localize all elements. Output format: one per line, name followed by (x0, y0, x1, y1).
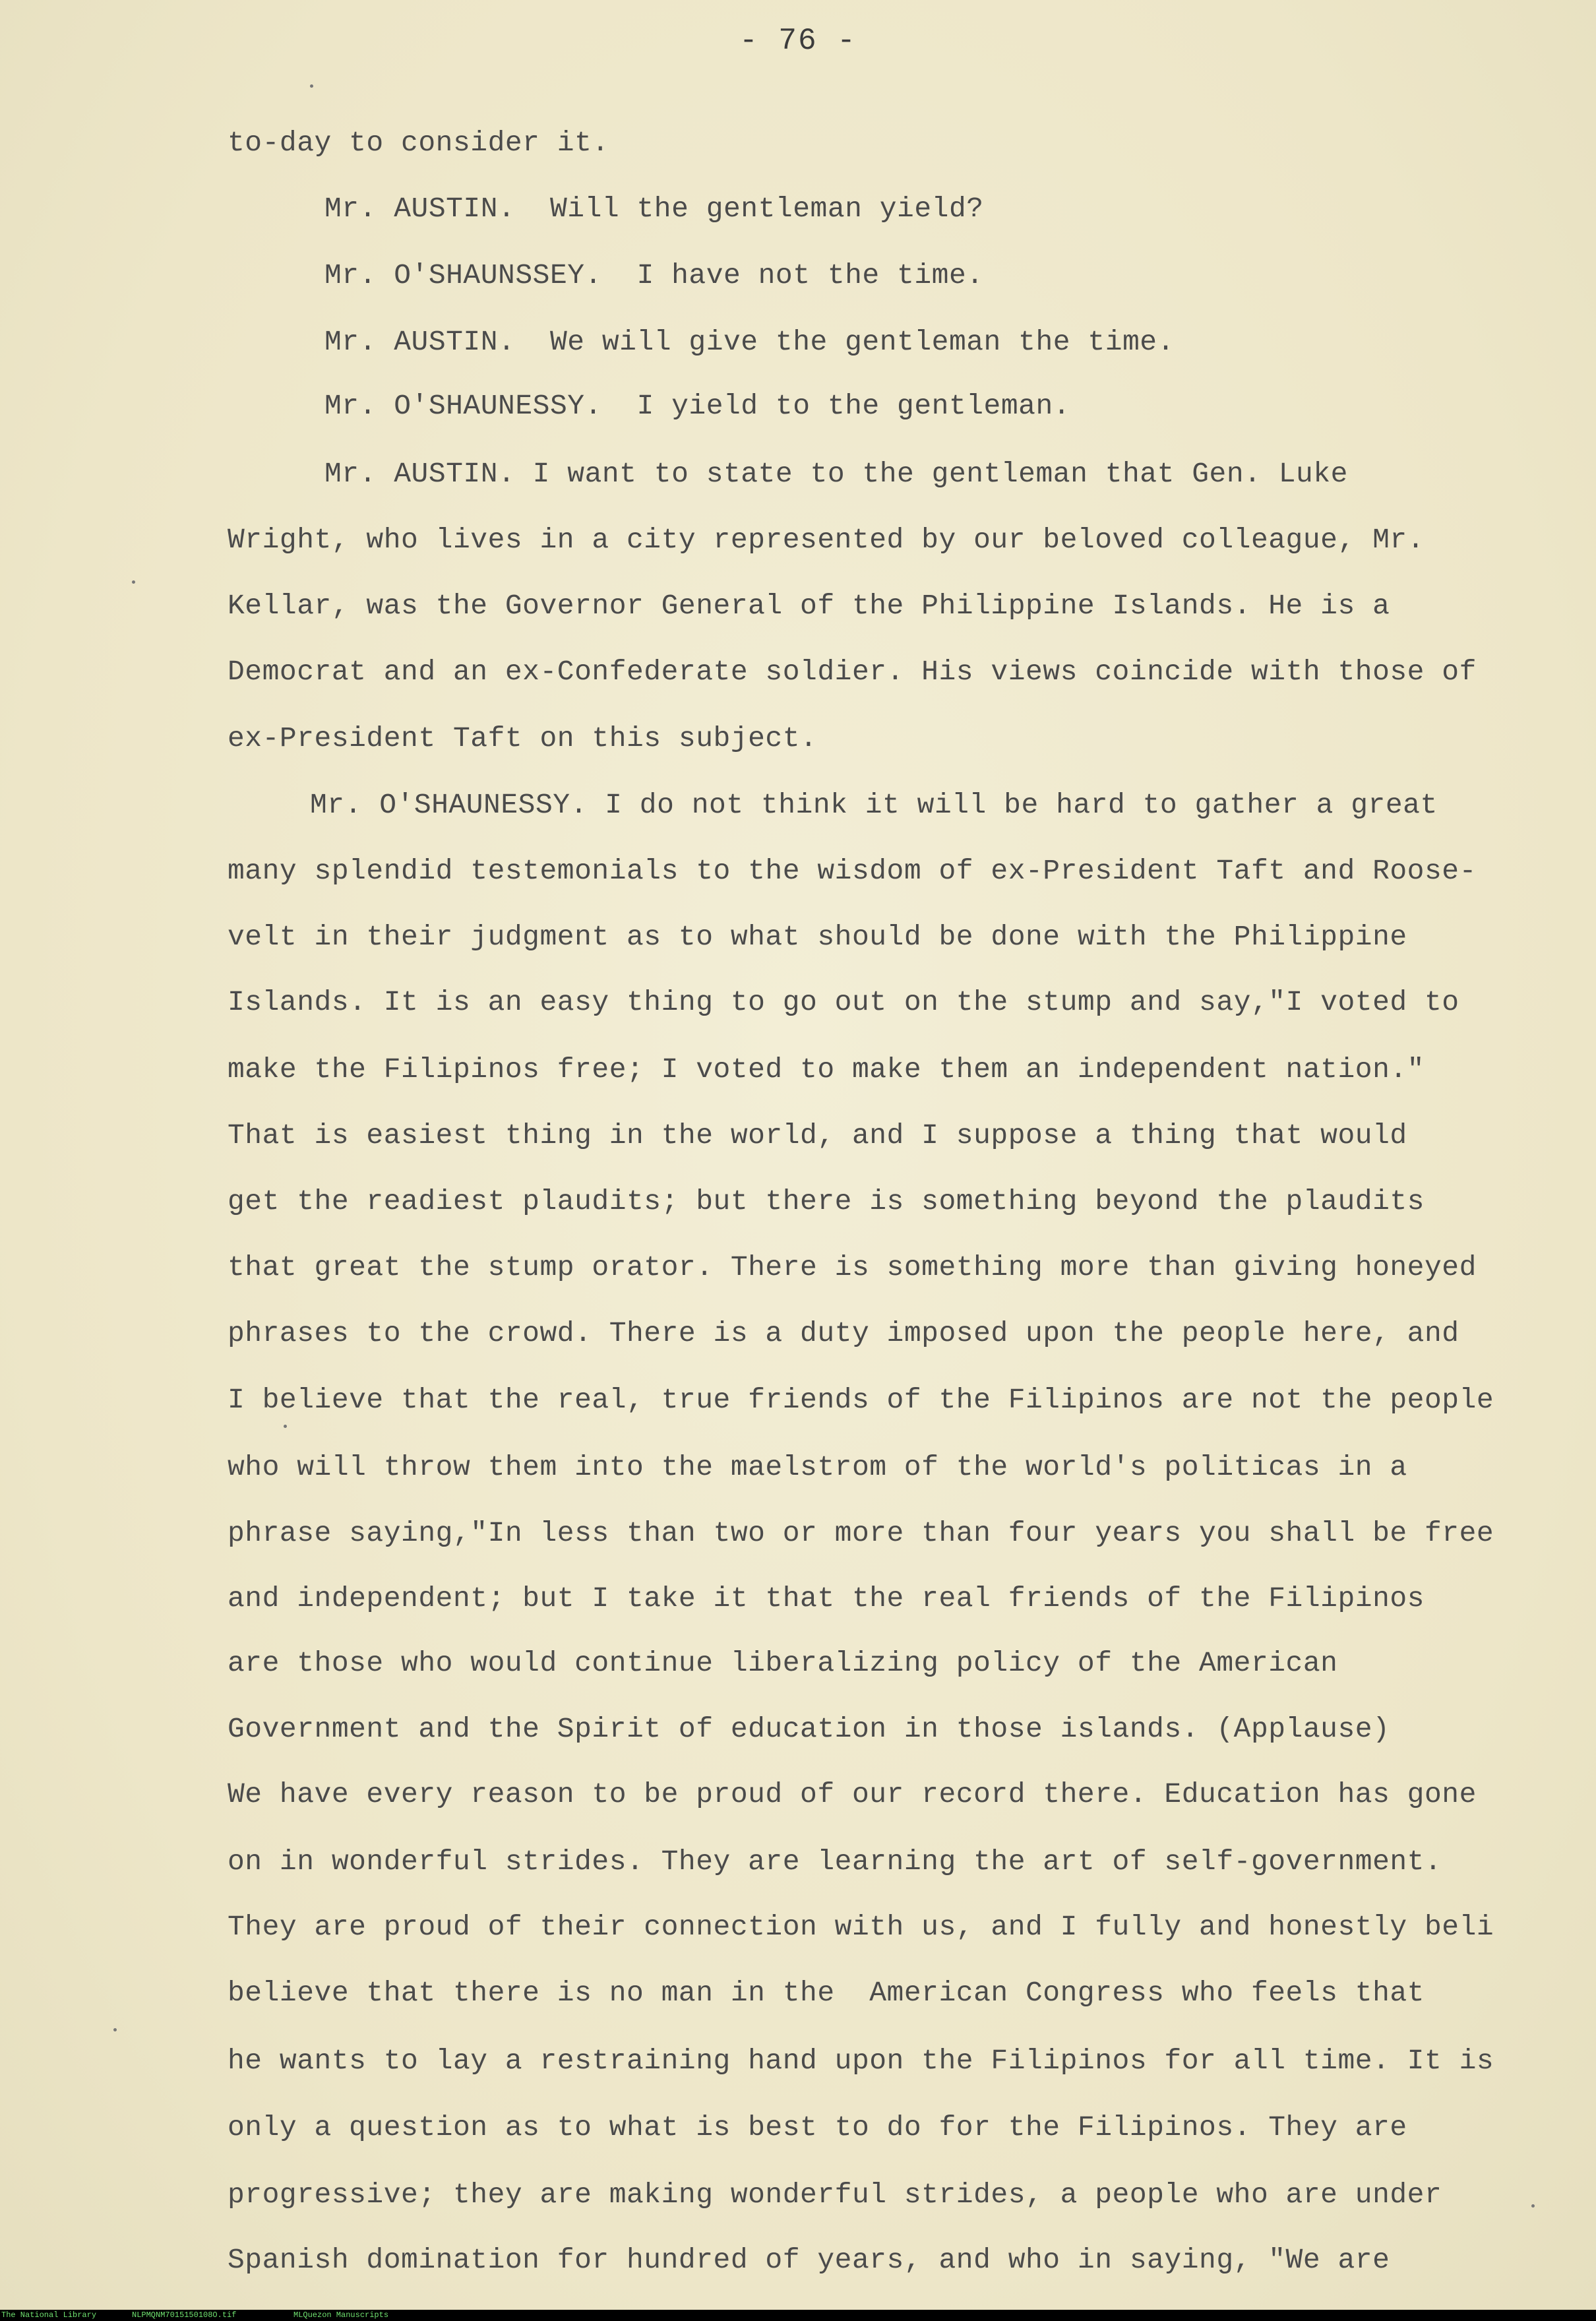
paper-speck (113, 2028, 117, 2031)
page-number: - 76 - (739, 24, 857, 58)
text-line: on in wonderful strides. They are learning the art of self-government. (228, 1845, 1442, 1878)
text-line: make the Filipinos free; I voted to make them an independent nation." (228, 1053, 1425, 1086)
text-line: to-day to consider it. (228, 127, 609, 159)
text-line: Wright, who lives in a city represented by our beloved colleague, Mr. (228, 524, 1425, 556)
text-line: many splendid testemonials to the wisdom of ex-President Taft and Roose- (228, 855, 1477, 887)
text-line: Democrat and an ex-Confederate soldier. His views coincide with those of (228, 656, 1477, 688)
text-line: Government and the Spirit of education in those islands. (Applause) (228, 1713, 1390, 1745)
paper-speck (1531, 2204, 1535, 2208)
text-line: only a question as to what is best to do for the Filipinos. They are (228, 2111, 1407, 2144)
footer-collection: MLQuezon Manuscripts (293, 2310, 389, 2320)
text-line: Mr. AUSTIN. We will give the gentleman the time. (324, 326, 1175, 358)
text-line: Spanish domination for hundred of years, and who in saying, "We are (228, 2244, 1390, 2276)
text-line: velt in their judgment as to what should be done with the Philippine (228, 921, 1407, 953)
text-line: That is easiest thing in the world, and I suppose a thing that would (228, 1119, 1407, 1152)
paper-speck (310, 84, 313, 88)
text-line: phrases to the crowd. There is a duty imposed upon the people here, and (228, 1317, 1459, 1349)
text-line: progressive; they are making wonderful strides, a people who are under (228, 2179, 1442, 2211)
text-line: We have every reason to be proud of our record there. Education has gone (228, 1778, 1477, 1810)
footer-bar (0, 2310, 1596, 2321)
text-line: Mr. AUSTIN. I want to state to the gentleman that Gen. Luke (324, 458, 1348, 490)
text-line: Mr. AUSTIN. Will the gentleman yield? (324, 193, 984, 225)
text-line: phrase saying,"In less than two or more than four years you shall be free (228, 1517, 1494, 1549)
text-line: Mr. O'SHAUNESSY. I do not think it will be hard to gather a great (310, 789, 1438, 821)
text-line: ex-President Taft on this subject. (228, 722, 818, 755)
footer-library: The National Library (1, 2310, 97, 2320)
paper-speck (284, 1425, 287, 1428)
text-line: that great the stump orator. There is something more than giving honeyed (228, 1251, 1477, 1284)
text-line: Kellar, was the Governor General of the Philippine Islands. He is a (228, 590, 1390, 622)
text-line: and independent; but I take it that the real friends of the Filipinos (228, 1582, 1425, 1615)
text-line: Islands. It is an easy thing to go out on the stump and say,"I voted to (228, 986, 1459, 1018)
text-line: believe that there is no man in the American Congress who feels that (228, 1977, 1425, 2009)
text-line: are those who would continue liberalizing policy of the American (228, 1647, 1338, 1679)
paper-speck (132, 580, 135, 584)
text-line: who will throw them into the maelstrom of the world's politicas in a (228, 1451, 1407, 1483)
text-line: he wants to lay a restraining hand upon the Filipinos for all time. It is (228, 2045, 1494, 2077)
text-line: get the readiest plaudits; but there is something beyond the plaudits (228, 1185, 1425, 1218)
footer-file-id: NLPMQNM7015150108O.tif (132, 2310, 237, 2320)
text-line: I believe that the real, true friends of the Filipinos are not the people (228, 1384, 1494, 1416)
text-line: Mr. O'SHAUNESSY. I yield to the gentleman. (324, 390, 1071, 422)
text-line: Mr. O'SHAUNSSEY. I have not the time. (324, 259, 984, 292)
text-line: They are proud of their connection with us, and I fully and honestly beli (228, 1911, 1494, 1943)
